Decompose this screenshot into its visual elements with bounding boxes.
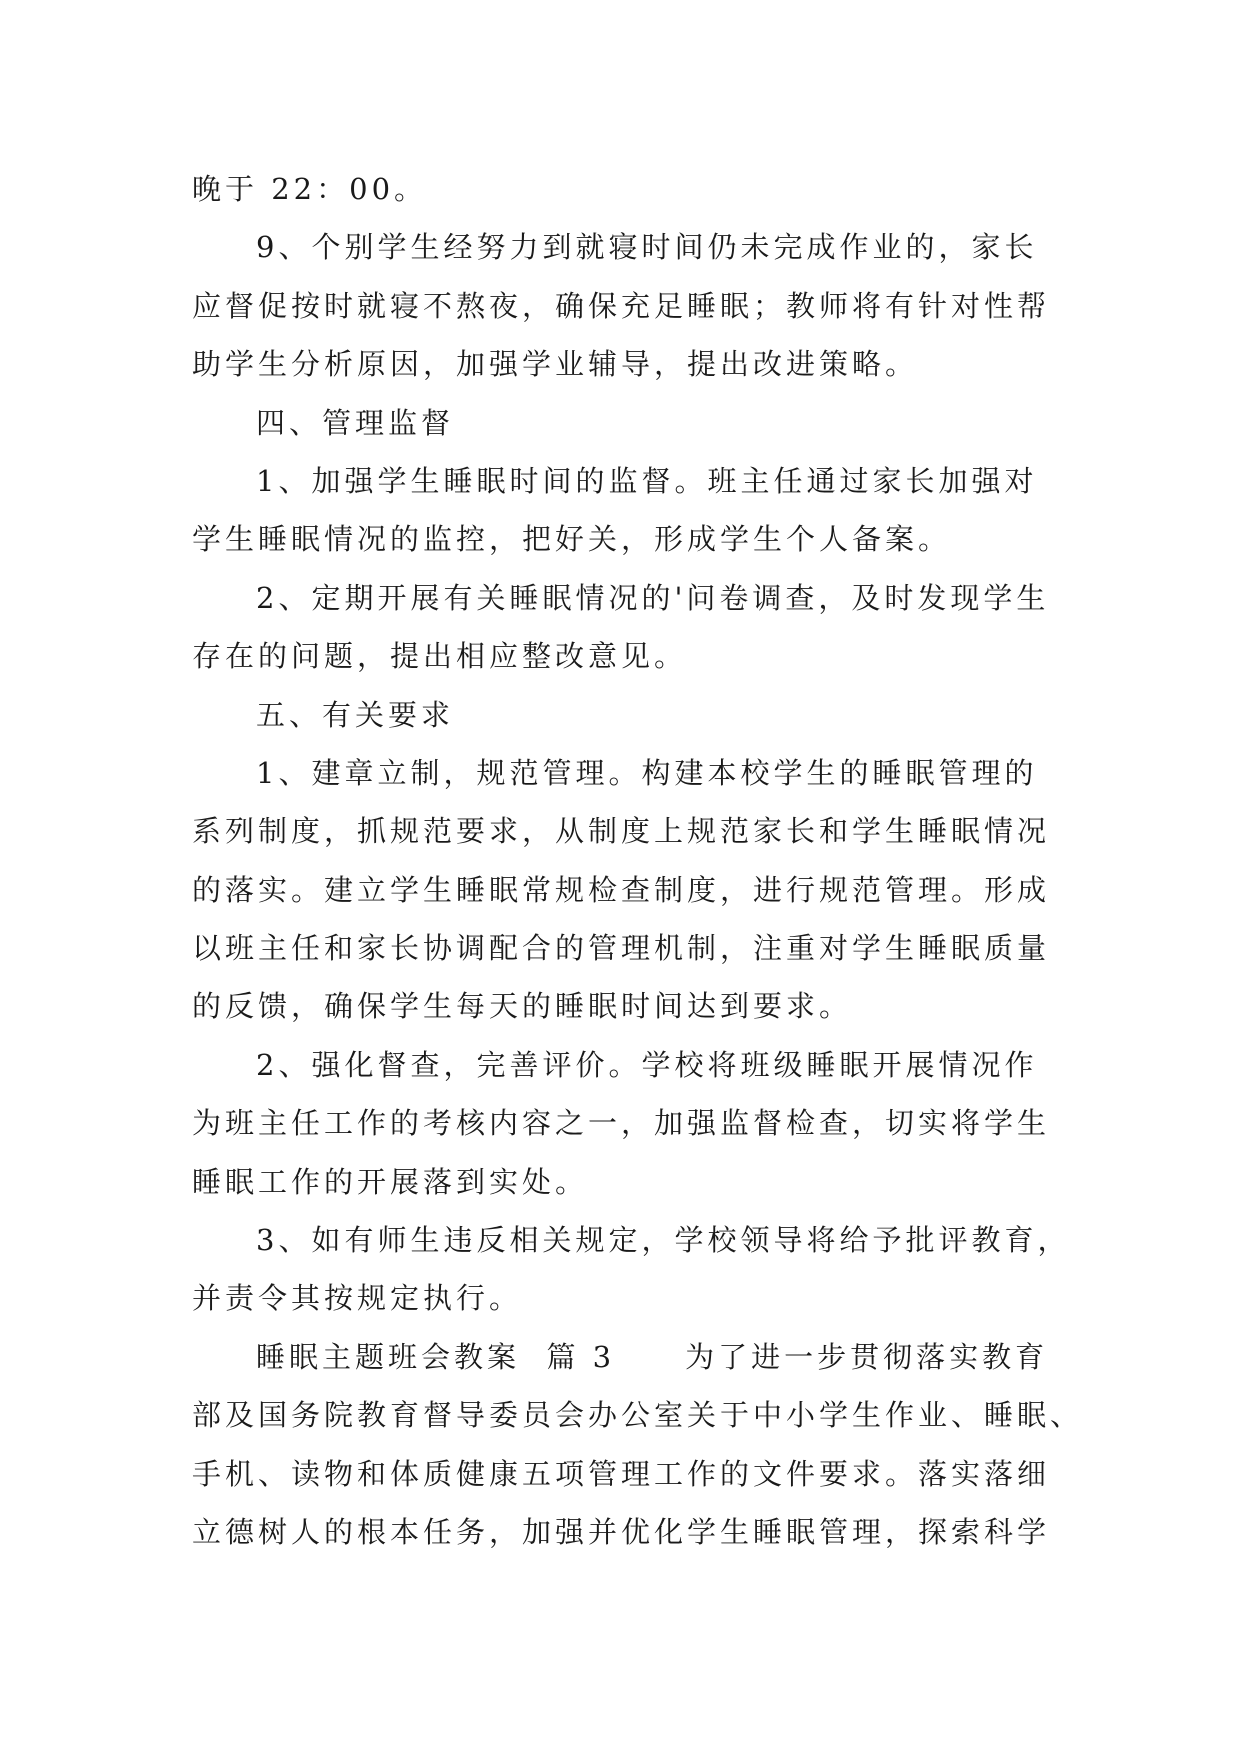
text-line: 学生睡眠情况的监控，把好关，形成学生个人备案。 <box>192 522 952 557</box>
text-line: 晚于 22：00。 <box>192 172 428 206</box>
text-line: 1、建章立制，规范管理。构建本校学生的睡眠管理的 <box>256 755 1038 790</box>
text-line: 立德树人的根本任务，加强并优化学生睡眠管理，探索科学 <box>192 1514 1051 1549</box>
text-line: 9、个别学生经努力到就寝时间仍未完成作业的，家长 <box>256 230 1038 265</box>
text-line: 2、强化督查，完善评价。学校将班级睡眠开展情况作 <box>256 1047 1038 1082</box>
section3-number: 篇 3 <box>546 1339 616 1374</box>
text-line: 系列制度，抓规范要求，从制度上规范家长和学生睡眠情况 <box>192 814 1051 849</box>
text-line: 2、定期开展有关睡眠情况的'问卷调查，及时发现学生 <box>256 580 1050 615</box>
section-heading: 五、有关要求 <box>256 697 455 732</box>
text-line: 手机、读物和体质健康五项管理工作的文件要求。落实落细 <box>192 1456 1051 1491</box>
text-line: 并责令其按规定执行。 <box>192 1281 523 1316</box>
section-heading: 四、管理监督 <box>256 405 455 440</box>
text-line: 1、加强学生睡眠时间的监督。班主任通过家长加强对 <box>256 463 1038 498</box>
text-line: 应督促按时就寝不熬夜，确保充足睡眠；教师将有针对性帮 <box>192 288 1051 323</box>
text-line: 睡眠工作的开展落到实处。 <box>192 1164 589 1199</box>
text-line: 以班主任和家长协调配合的管理机制，注重对学生睡眠质量 <box>192 931 1051 966</box>
text-line: 的落实。建立学生睡眠常规检查制度，进行规范管理。形成 <box>192 872 1051 907</box>
document-body <box>192 160 1084 1561</box>
text-line: 存在的问题，提出相应整改意见。 <box>192 639 688 674</box>
text-line: 助学生分析原因，加强学业辅导，提出改进策略。 <box>192 347 919 382</box>
text-line: 部及国务院教育督导委员会办公室关于中小学生作业、睡眠、 <box>192 1398 1084 1433</box>
section3-heading-line <box>192 1328 1054 1386</box>
section3-title: 睡眠主题班会教案 <box>256 1339 521 1374</box>
text-line: 的反馈，确保学生每天的睡眠时间达到要求。 <box>192 989 853 1024</box>
section3-text: 为了进一步贯彻落实教育 <box>685 1339 1049 1374</box>
text-line: 为班主任工作的考核内容之一，加强监督检查，切实将学生 <box>192 1106 1051 1141</box>
text-line: 3、如有师生违反相关规定，学校领导将给予批评教育， <box>256 1223 1071 1258</box>
